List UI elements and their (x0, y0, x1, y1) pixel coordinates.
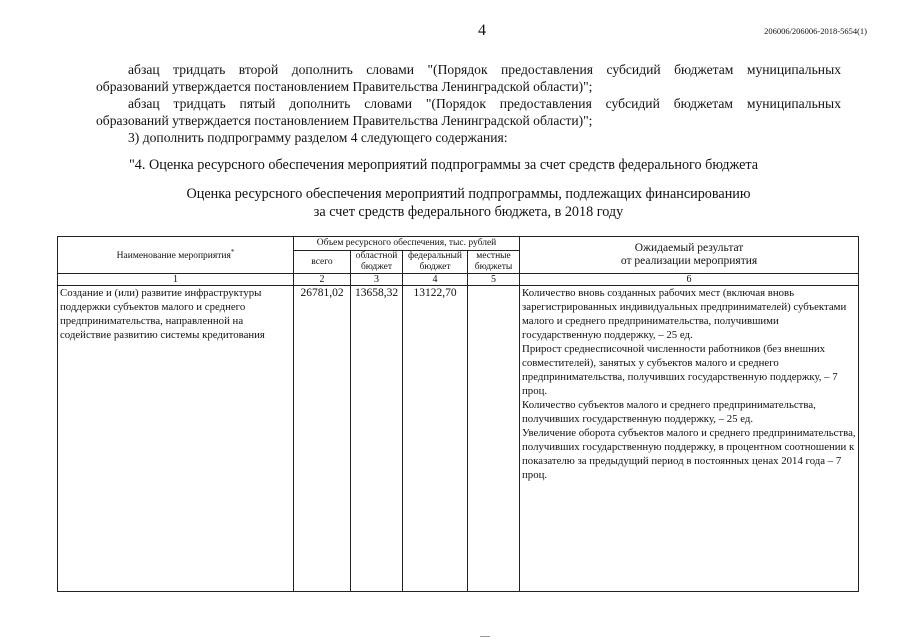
paragraph-2-line-2: образований утверждается постановлением Правительства Ленинградской области)"; (96, 113, 593, 128)
document-code: 206006/206006-2018-5654(1) (764, 26, 867, 36)
scan-mark (480, 636, 490, 637)
row-total: 26781,02 (294, 286, 351, 592)
paragraph-1-line-1: абзац тридцать второй дополнить словами "(Порядок предоставления субсидий бюджетам муниципальных (128, 62, 841, 77)
column-number: 6 (520, 274, 859, 286)
row-local (468, 286, 520, 592)
page-number: 4 (478, 22, 486, 39)
header-federal: федеральный бюджет (403, 251, 468, 274)
header-result-line-1: Ожидаемый результат (634, 242, 744, 254)
header-result-line-2: от реализации мероприятия (620, 255, 758, 267)
result-item: Прирост среднесписочной численности работников (без внешних совместителей), занятых у субъектов малого и среднего предпринимательства, получивших государственную поддержку, – 7 проц. (522, 343, 838, 397)
header-name (58, 237, 294, 274)
section-heading: "4. Оценка ресурсного обеспечения мероприятий подпрограммы за счет средств федерального бюджета (129, 157, 759, 173)
column-number: 3 (351, 274, 403, 286)
header-name-label: Наименование мероприятия (116, 251, 231, 262)
column-number: 5 (468, 274, 520, 286)
row-regional: 13658,32 (351, 286, 403, 592)
header-volume: Объем ресурсного обеспечения, тыс. рублей (294, 237, 520, 251)
column-number: 1 (58, 274, 294, 286)
header-total: всего (294, 251, 351, 274)
row-federal: 13122,70 (403, 286, 468, 592)
result-item: Количество субъектов малого и среднего предпринимательства, получивших государственную поддержку, – 25 ед. (522, 399, 816, 425)
header-regional: областной бюджет (351, 251, 403, 274)
result-item: Увеличение оборота субъектов малого и среднего предпринимательства, получивших государственную поддержку, в процентном соотношении к показателю за предыдущий период в постоянных ценах 2014 года – 7 проц. (522, 427, 856, 481)
header-name-footnote-mark: * (230, 248, 235, 257)
paragraph-3: 3) дополнить подпрограмму разделом 4 следующего содержания: (128, 130, 508, 145)
paragraph-2-line-1: абзац тридцать пятый дополнить словами "(Порядок предоставления субсидий бюджетам муниципальных (128, 96, 841, 111)
table-title-line-1: Оценка ресурсного обеспечения мероприятий подпрограммы, подлежащих финансированию (186, 186, 751, 202)
paragraph-1-line-2: образований утверждается постановлением Правительства Ленинградской области)"; (96, 79, 593, 94)
column-number: 4 (403, 274, 468, 286)
result-item: Количество вновь созданных рабочих мест (включая вновь зарегистрированных индивидуальных предпринимателей) субъектами малого и среднего предпринимательства, получившими государственную поддержку, – 25 ед. (522, 287, 847, 341)
column-number: 2 (294, 274, 351, 286)
row-results (520, 286, 859, 592)
header-result (520, 237, 859, 274)
table-title-line-2: за счет средств федерального бюджета, в 2018 году (313, 204, 624, 220)
resource-table (57, 236, 859, 592)
header-local: местные бюджеты (468, 251, 520, 274)
row-name: Создание и (или) развитие инфраструктуры поддержки субъектов малого и среднего предпринимательства, направленной на содействие развитию системы кредитования (58, 286, 294, 592)
table-row (58, 286, 859, 592)
